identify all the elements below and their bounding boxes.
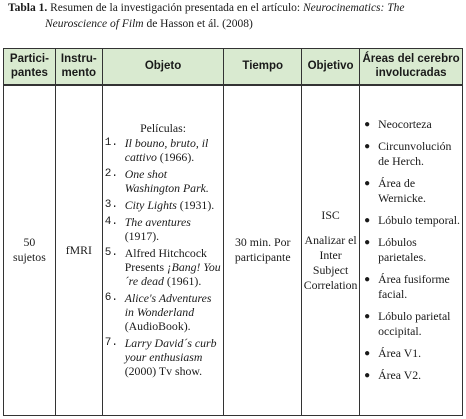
bullet-icon: ●: [364, 214, 371, 226]
film-item: 6. Alice's Adventures in Wonderland (AudioBook).: [104, 291, 212, 334]
objetivo-desc: Analizar el Inter Subject Correlation: [303, 232, 358, 292]
bullet-icon: ●: [364, 177, 371, 189]
film-item: 3. City Lights (1931).: [104, 198, 215, 213]
film-item: 4. The aventures (1917).: [104, 215, 191, 244]
film-item: 7. Larry David´s curb your enthusiasm (2000) Tv show.: [104, 336, 217, 379]
brain-areas-list: [360, 111, 462, 383]
bullet-icon: ●: [364, 140, 371, 152]
cell-participantes: 50 sujetos: [4, 85, 56, 416]
table-caption: [8, 0, 458, 32]
list-item: ● Circunvolución de Herch.: [364, 138, 452, 168]
cell-areas: [360, 85, 463, 416]
header-participantes: Partici- pantes: [4, 49, 56, 85]
bullet-icon: ●: [364, 347, 371, 359]
caption-text-after: de Hasson et ál. (2008): [143, 18, 253, 30]
caption-article-title-1: Neurocinematics: The: [303, 2, 405, 14]
objetivo-code: ISC: [321, 207, 340, 222]
header-areas: Áreas del cerebro involucradas: [360, 49, 463, 85]
list-item: ● Lóbulo parietal occipital.: [364, 308, 451, 338]
research-summary-table: [3, 48, 463, 416]
header-objeto: Objeto: [102, 49, 224, 85]
cell-instrumento: fMRI: [55, 85, 102, 416]
bullet-icon: ●: [364, 118, 371, 130]
cell-objeto: [102, 85, 224, 416]
cell-tiempo: 30 min. Por participante: [224, 85, 302, 416]
list-item: ● Lóbulo temporal.: [364, 212, 460, 227]
list-item: ● Área V1.: [364, 345, 422, 360]
peliculas-heading: Películas:: [140, 121, 186, 136]
table-row: [4, 85, 463, 416]
cell-objetivo: [302, 85, 360, 416]
caption-article-title-2: Neuroscience of Film: [45, 18, 144, 30]
list-item: ● Lóbulos parietales.: [364, 234, 427, 264]
bullet-icon: ●: [364, 310, 371, 322]
header-tiempo: Tiempo: [224, 49, 302, 85]
list-item: ● Área V2.: [364, 367, 422, 382]
table-header-row: [4, 49, 463, 85]
bullet-icon: ●: [364, 236, 371, 248]
list-item: ● Área fusiforme facial.: [364, 271, 450, 301]
film-list: [103, 136, 224, 378]
film-item: 2. One shot Washington Park.: [104, 167, 209, 196]
bullet-icon: ●: [364, 273, 371, 285]
film-item: 1. Il bouno, bruto, il cattivo (1966).: [104, 136, 209, 165]
list-item: ● Área de Wernicke.: [364, 175, 426, 205]
caption-label: Tabla 1.: [8, 2, 48, 14]
bullet-icon: ●: [364, 369, 371, 381]
list-item: ● Neocorteza: [364, 116, 432, 131]
header-objetivo: Objetivo: [302, 49, 360, 85]
film-item: 5. Alfred Hitchcock Presents ¡Bang! You´re dead (1961).: [104, 246, 221, 289]
caption-text-before: Resumen de la investigación presentada en el artículo:: [47, 2, 304, 14]
header-instrumento: Instru- mento: [55, 49, 102, 85]
